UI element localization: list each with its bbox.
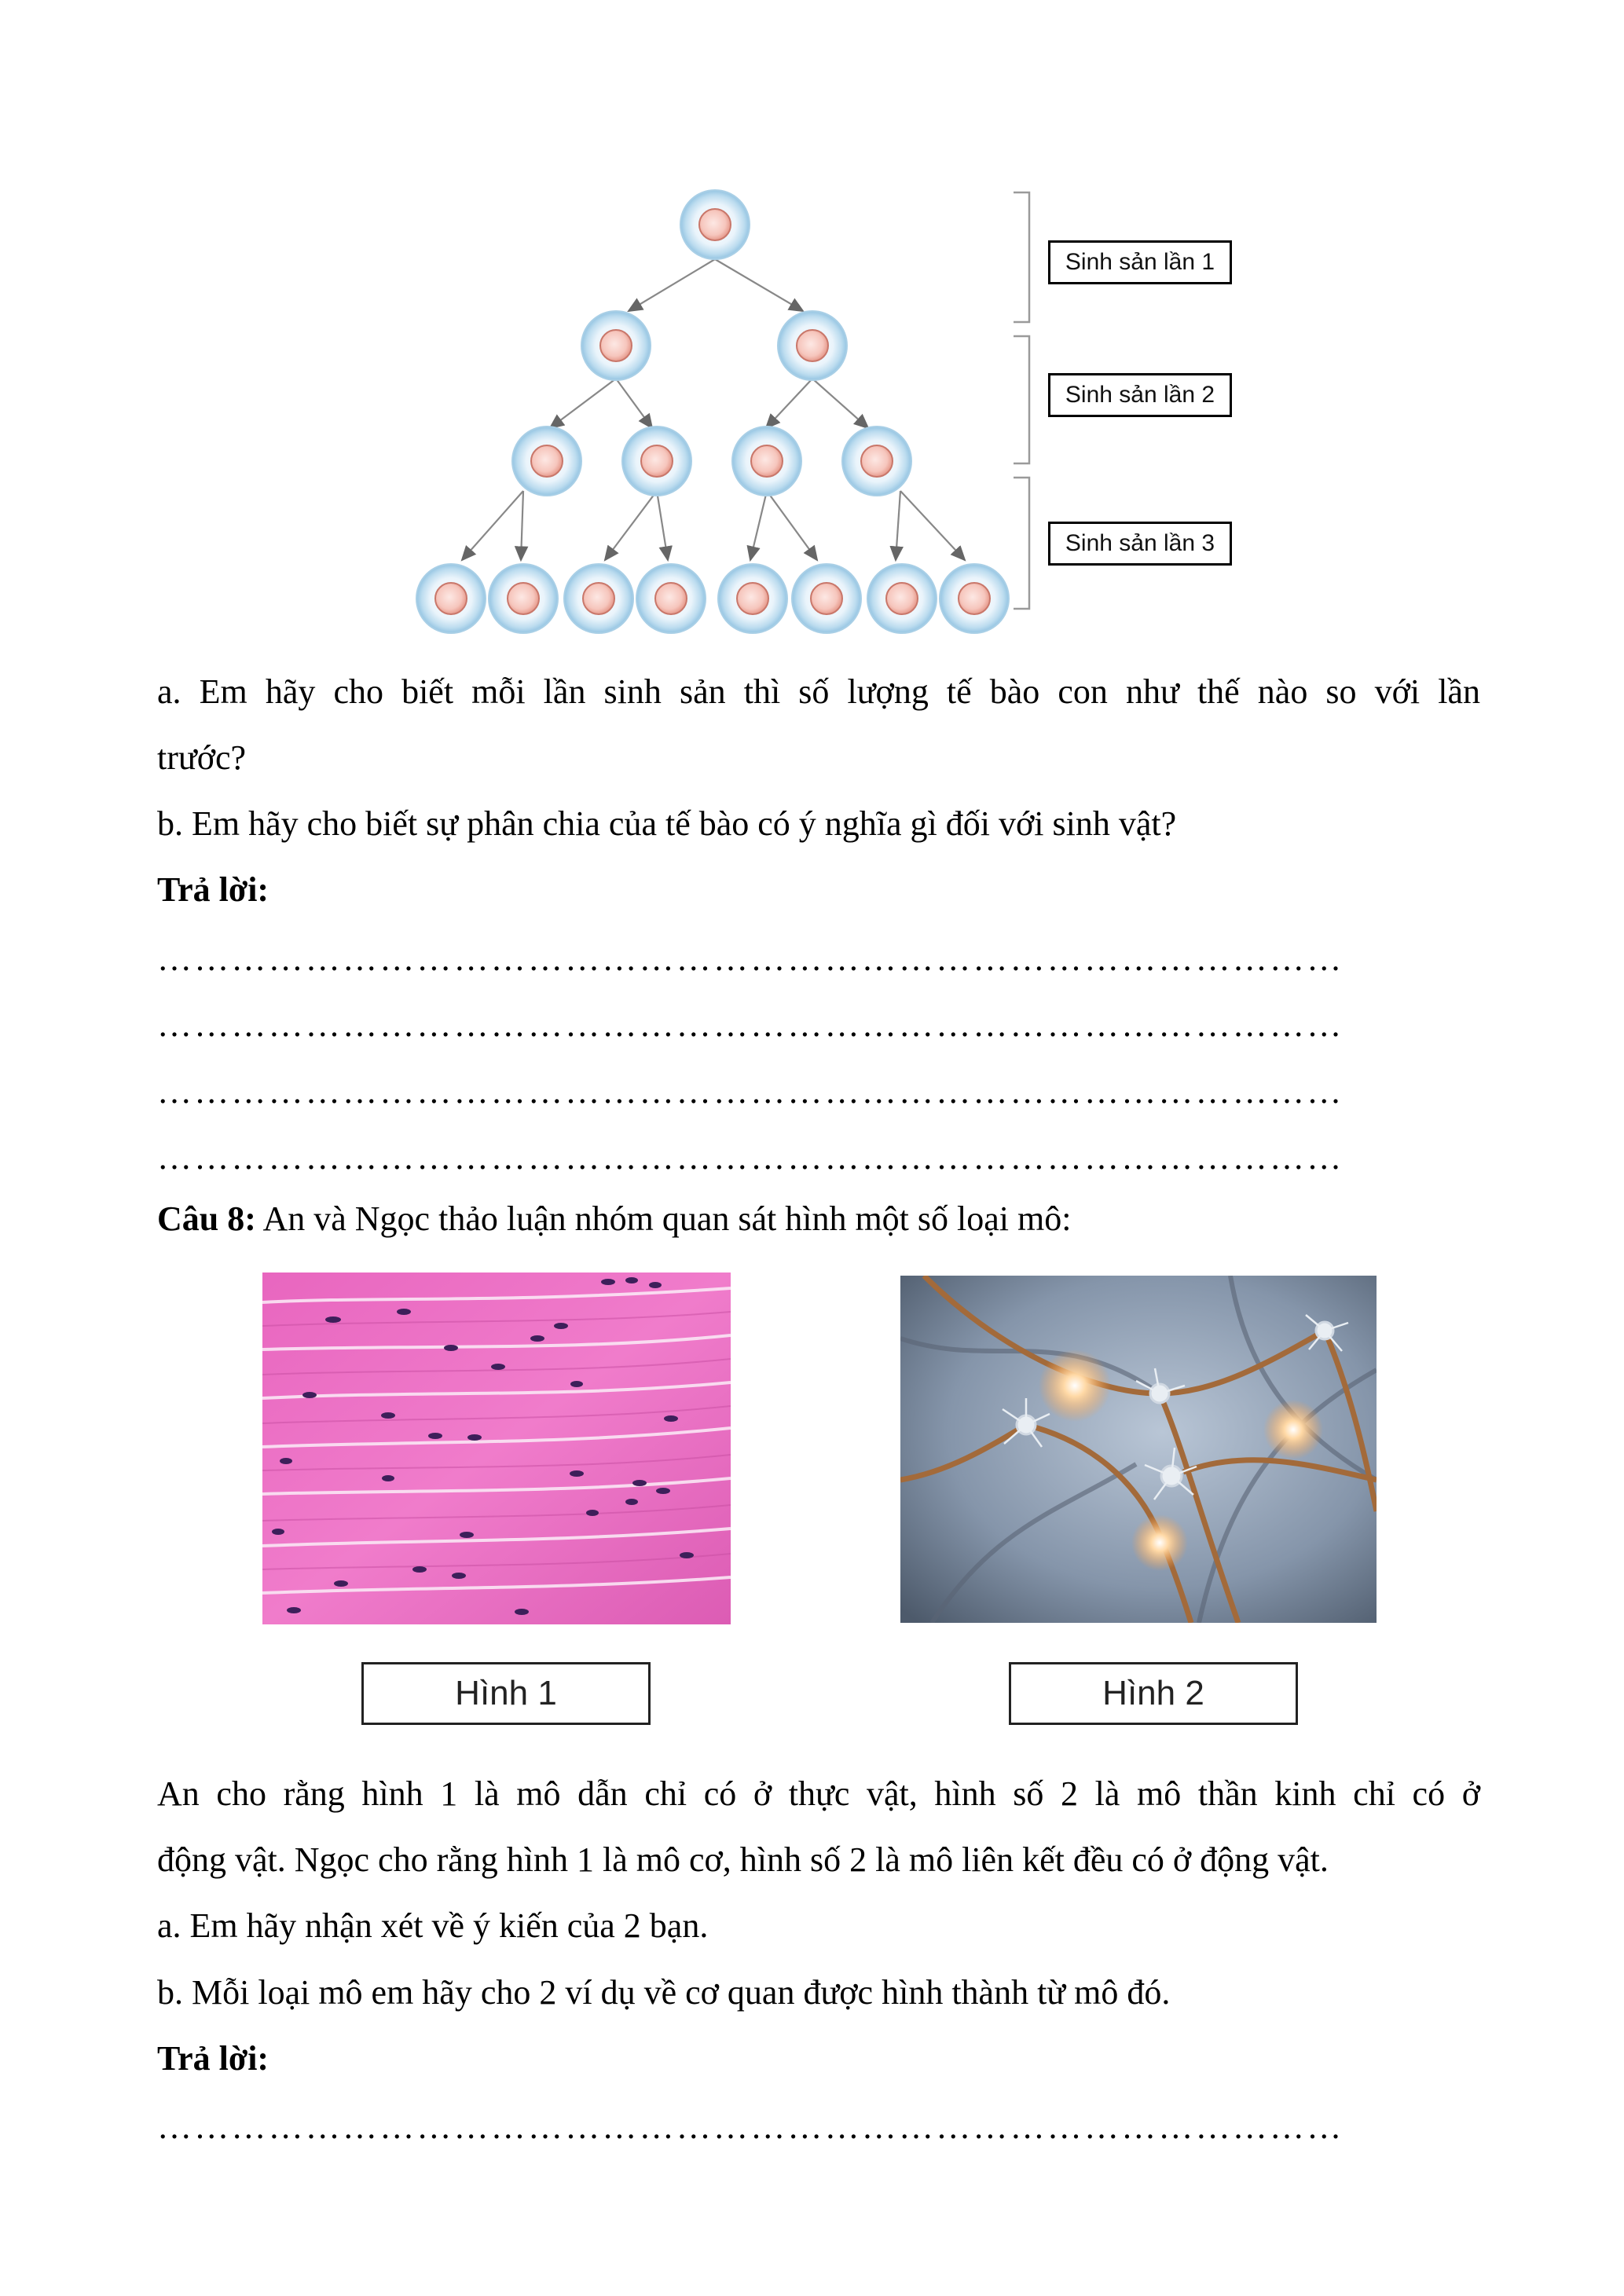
q7-answer-line-4: …………………………………………………………………………………… bbox=[157, 1138, 1344, 1177]
stage-label-2: Sinh sản lần 2 bbox=[1048, 373, 1232, 417]
stage-label-3: Sinh sản lần 3 bbox=[1048, 522, 1232, 566]
q8-answer-heading: Trả lời: bbox=[157, 2039, 269, 2078]
q7-answer-line-2: …………………………………………………………………………………… bbox=[157, 1005, 1344, 1044]
muscle-tissue-image bbox=[262, 1273, 731, 1624]
q8-intro: An và Ngọc thảo luận nhóm quan sát hình một số loại mô: bbox=[255, 1199, 1072, 1238]
neuron-tissue-image bbox=[900, 1276, 1377, 1623]
q8-part-a: a. Em hãy nhận xét về ý kiến của 2 bạn. bbox=[157, 1906, 709, 1945]
q7-part-a-line2: trước? bbox=[157, 738, 247, 777]
q7-part-a-line1: a. Em hãy cho biết mỗi lần sinh sản thì số lượng tế bào con như thế nào so với lần bbox=[157, 672, 1480, 711]
q8-paragraph-line2: động vật. Ngọc cho rằng hình 1 là mô cơ, hình số 2 là mô liên kết đều có ở động vật. bbox=[157, 1840, 1329, 1879]
division-arrows bbox=[462, 259, 965, 560]
q7-answer-line-1: …………………………………………………………………………………… bbox=[157, 939, 1344, 978]
cell-division-diagram bbox=[0, 0, 1624, 652]
q7-answer-heading: Trả lời: bbox=[157, 870, 269, 909]
q7-answer-line-3: …………………………………………………………………………………… bbox=[157, 1072, 1344, 1111]
q8-paragraph-line1: An cho rằng hình 1 là mô dẫn chỉ có ở thực vật, hình số 2 là mô thần kinh chỉ có ở bbox=[157, 1774, 1480, 1813]
figure-1-label: Hình 1 bbox=[361, 1662, 651, 1725]
q7-part-b: b. Em hãy cho biết sự phân chia của tế bào có ý nghĩa gì đối với sinh vật? bbox=[157, 804, 1177, 843]
q8-heading bbox=[157, 1199, 1072, 1238]
cells bbox=[416, 190, 1009, 633]
q8-label: Câu 8: bbox=[157, 1199, 256, 1238]
q8-answer-line-1: …………………………………………………………………………………… bbox=[157, 2107, 1344, 2146]
stage-label-1: Sinh sản lần 1 bbox=[1048, 240, 1232, 284]
q8-part-b: b. Mỗi loại mô em hãy cho 2 ví dụ về cơ quan được hình thành từ mô đó. bbox=[157, 1973, 1171, 2012]
figure-2-label: Hình 2 bbox=[1009, 1662, 1298, 1725]
stage-brackets bbox=[1014, 192, 1029, 609]
